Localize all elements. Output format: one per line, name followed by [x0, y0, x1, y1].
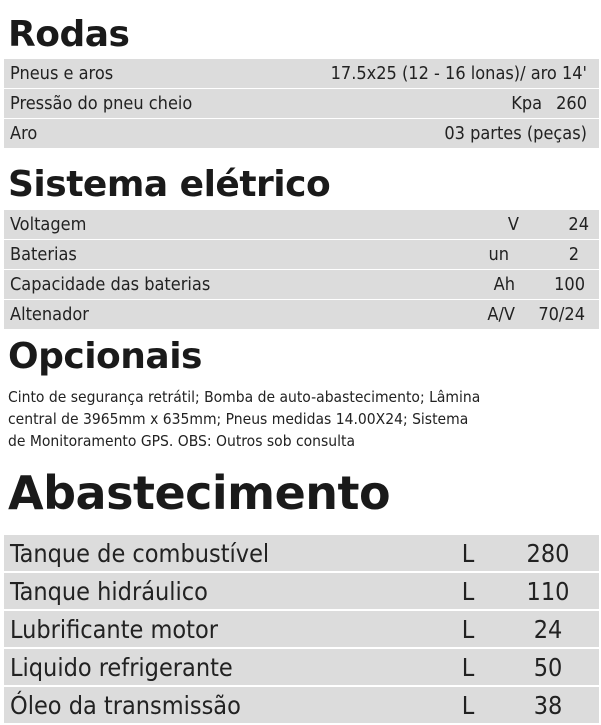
spec-value: 70/24 [538, 304, 585, 325]
spec-label: Tanque hidráulico [10, 576, 208, 606]
spec-label: Óleo da transmissão [10, 690, 241, 720]
opcionais-line: central de 3965mm x 635mm; Pneus medidas 14.00X24; Sistema [8, 410, 469, 428]
spec-row-lubrificante-motor [4, 611, 599, 647]
spec-unit: L [461, 614, 475, 644]
section-title-opcionais: Opcionais [8, 336, 202, 377]
spec-label: Lubrificante motor [10, 614, 218, 644]
spec-row-voltagem [4, 210, 599, 239]
spec-row-oleo-transmissao [4, 687, 599, 723]
spec-value: 38 [533, 690, 563, 720]
spec-label: Liquido refrigerante [10, 652, 233, 682]
spec-value: 03 partes (peças) [444, 123, 587, 144]
spec-unit: L [461, 576, 475, 606]
spec-row-altenador [4, 300, 599, 329]
opcionais-line: Cinto de segurança retrátil; Bomba de auto-abastecimento; Lâmina [8, 388, 481, 406]
spec-label: Baterias [10, 244, 77, 265]
spec-row-pneus-aros [4, 59, 599, 88]
spec-unit: L [461, 652, 475, 682]
spec-unit: V [507, 214, 519, 235]
spec-value: 110 [526, 576, 570, 606]
spec-value: 17.5x25 (12 - 16 lonas)/ aro 14' [330, 63, 587, 84]
opcionais-line: de Monitoramento GPS. OBS: Outros sob consulta [8, 432, 356, 450]
spec-row-pressao-pneu [4, 89, 599, 118]
spec-label: Pressão do pneu cheio [10, 93, 193, 114]
spec-unit: Kpa [511, 93, 543, 114]
spec-unit: Ah [493, 274, 515, 295]
spec-label: Pneus e aros [10, 63, 114, 84]
section-title-abastecimento: Abastecimento [8, 466, 391, 520]
spec-row-baterias [4, 240, 599, 269]
spec-row-aro [4, 119, 599, 148]
spec-value: 260 [556, 93, 587, 114]
spec-value: 24 [533, 614, 563, 644]
spec-value: 280 [526, 538, 570, 568]
spec-row-tanque-combustivel [4, 535, 599, 571]
spec-value: 2 [568, 244, 579, 265]
section-title-rodas: Rodas [8, 14, 130, 55]
spec-value: 50 [533, 652, 563, 682]
spec-row-liquido-refrigerante [4, 649, 599, 685]
opcionais-description [8, 386, 593, 452]
spec-unit: L [461, 538, 475, 568]
spec-label: Aro [10, 123, 38, 144]
spec-value: 24 [568, 214, 589, 235]
spec-label: Voltagem [10, 214, 87, 235]
spec-label: Tanque de combustível [10, 538, 270, 568]
spec-unit: L [461, 690, 475, 720]
spec-row-tanque-hidraulico [4, 573, 599, 609]
spec-unit: un [488, 244, 509, 265]
section-title-sistema-eletrico: Sistema elétrico [8, 164, 331, 205]
spec-unit: A/V [487, 304, 515, 325]
spec-value: 100 [554, 274, 585, 295]
spec-label: Capacidade das baterias [10, 274, 211, 295]
spec-row-capacidade-baterias [4, 270, 599, 299]
spec-label: Altenador [10, 304, 89, 325]
